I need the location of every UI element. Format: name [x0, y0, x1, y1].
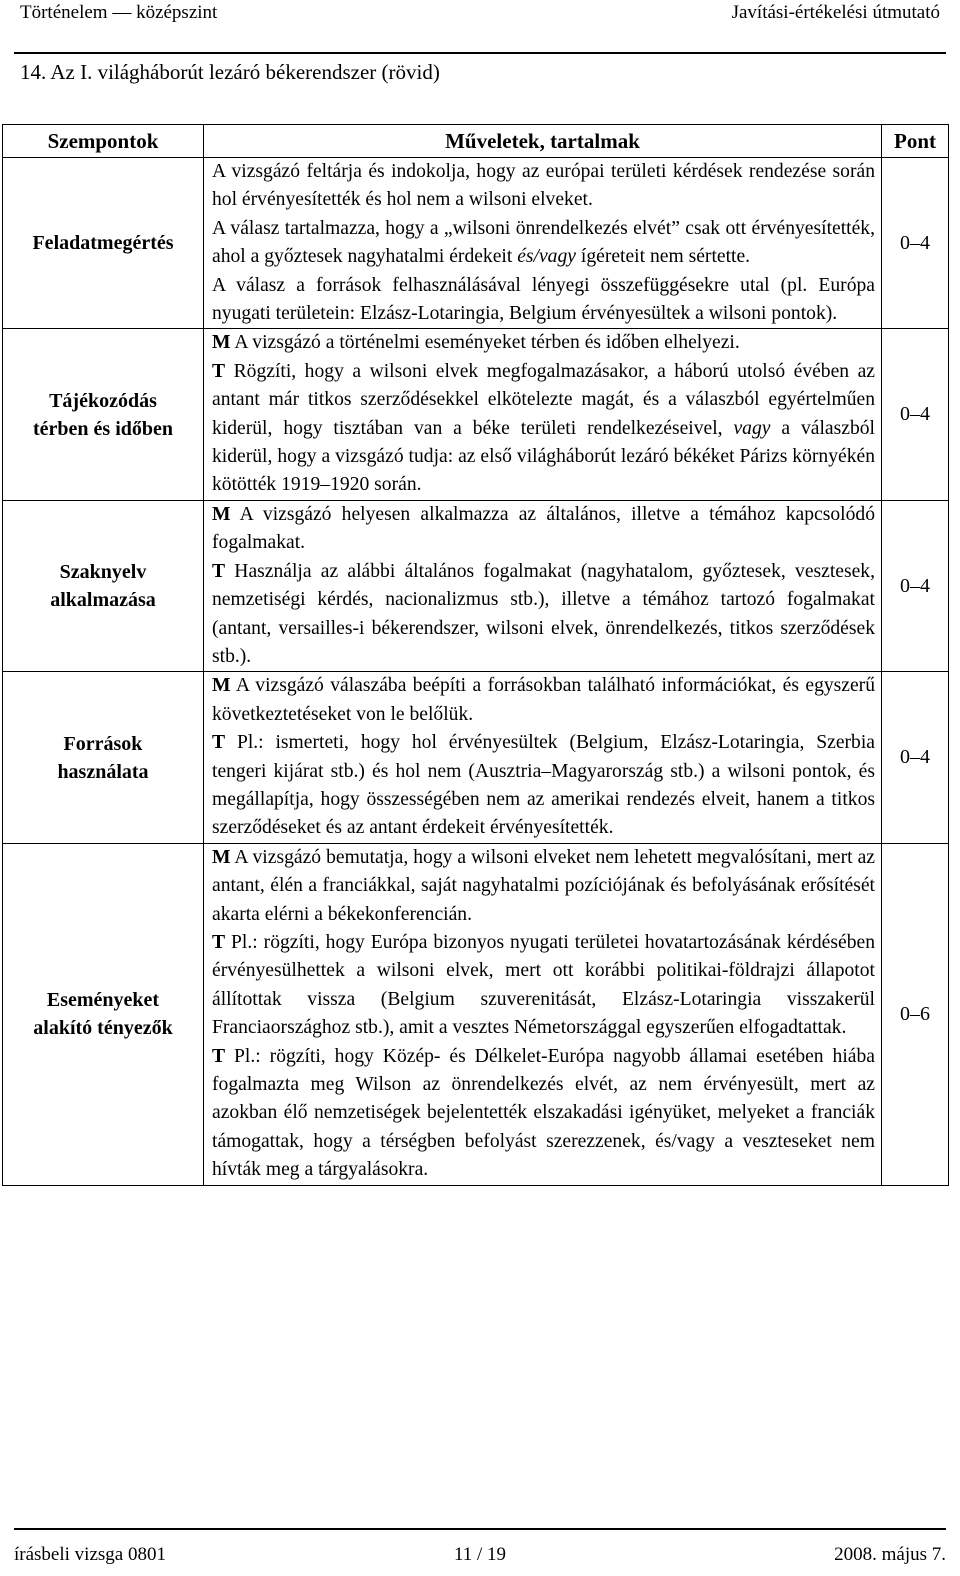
aspect-label-line: Források: [63, 732, 143, 755]
criterion-prefix: M: [212, 503, 231, 525]
header-divider: [14, 52, 946, 54]
criterion-paragraph: [212, 672, 875, 729]
criterion-prefix: T: [212, 360, 226, 382]
criterion-prefix: T: [212, 931, 226, 953]
points-cell: 0–4: [882, 672, 949, 843]
points-cell: 0–6: [882, 843, 949, 1185]
aspect-cell: [3, 500, 204, 671]
page-header: [20, 2, 940, 28]
operations-cell: [204, 672, 882, 843]
aspect-cell: [3, 843, 204, 1185]
criterion-paragraph: [212, 358, 875, 500]
criterion-italic: és/vagy: [517, 246, 576, 268]
criterion-paragraph: [212, 158, 875, 215]
criterion-paragraph: [212, 1043, 875, 1185]
footer-exam-code: írásbeli vizsga 0801: [14, 1544, 166, 1565]
criterion-prefix: M: [212, 675, 231, 697]
aspect-label-line: Tájékozódás: [49, 389, 157, 412]
aspect-label-line: térben és időben: [33, 417, 173, 440]
page-footer: [14, 1544, 946, 1570]
criterion-text: A válasz a források felhasználásával lényegi összefüggésekre utal (pl. Európa nyugati területein: Elzász-Lotaringia, Belgium érvényesültek a wilsoni pontok).: [212, 274, 875, 325]
points-cell: 0–4: [882, 500, 949, 671]
operations-cell: [204, 500, 882, 671]
operations-cell: [204, 843, 882, 1185]
criterion-text: Pl.: ismerteti, hogy hol érvényesültek (Belgium, Elzász-Lotaringia, Szerbia tengeri kijárat stb.) és hol nem (Ausztria–Magyarország stb.) a wilsoni pontok, és megállapítja, hogy összességében nem az amerikai rendezés elveit, hanem a titkos szerződéseket és az antant érdekeit érvényesítették.: [212, 732, 875, 839]
column-header-points: Pont: [882, 125, 949, 158]
aspect-cell: [3, 329, 204, 500]
aspect-label-line: alkalmazása: [50, 589, 156, 612]
header-subject: Történelem — középszint: [20, 2, 218, 23]
table-row: [3, 843, 949, 1185]
criterion-paragraph: [212, 329, 875, 357]
aspect-cell: [3, 672, 204, 843]
criterion-text: Rögzíti, hogy a wilsoni elvek megfogalmazásakor, a háború utolsó évében az antant már titkos szerződésekkel elkötelezte magát, és a válaszból egyértelműen kiderül, hogy tisztában van a béke területi rendelkezéseivel,: [212, 360, 875, 439]
criterion-text: A válasz tartalmazza, hogy a „wilsoni önrendelkezés elvét” csak ott érvényesítették, ahol a győztesek nagyhatalmi érdekeit: [212, 217, 875, 268]
criterion-paragraph: [212, 929, 875, 1043]
footer-date: 2008. május 7.: [834, 1544, 946, 1565]
criterion-paragraph: [212, 729, 875, 843]
footer-page-number: 11 / 19: [453, 1544, 507, 1565]
table-header-row: [3, 125, 949, 158]
criterion-text-continued: a válaszból kiderül, hogy a vizsgázó tudja: az első világháborút lezáró békéket Párizs környékén kötötték 1919–1920 során.: [212, 417, 875, 496]
table-row: [3, 329, 949, 500]
points-cell: 0–4: [882, 329, 949, 500]
criterion-prefix: T: [212, 1045, 226, 1067]
column-header-operations: Műveletek, tartalmak: [204, 125, 882, 158]
criterion-text: Pl.: rögzíti, hogy Közép- és Délkelet-Európa nagyobb államai esetében hiába fogalmazta meg Wilson az önrendelkezés elvét, az nem érvényesült, mert az azokban élő nemzetiségek bejelentették elszakadási igényüket, melyeket a franciák támogattak, hogy a térségben befolyást szerezzenek, és/vagy a veszteseket nem hívták meg a tárgyalásokra.: [212, 1045, 875, 1181]
table-row: [3, 500, 949, 671]
column-header-aspects: Szempontok: [3, 125, 204, 158]
header-doc-type: Javítási-értékelési útmutató: [731, 2, 940, 23]
footer-divider: [14, 1528, 946, 1530]
section-title: 14. Az I. világháborút lezáró békerendszer (rövid): [20, 60, 440, 84]
criterion-paragraph: [212, 558, 875, 672]
operations-cell: [204, 158, 882, 329]
criterion-text: A vizsgázó bemutatja, hogy a wilsoni elveket nem lehetett megvalósítani, mert az antant, élén a franciákkal, saját nagyhatalmi pozíciójának és befolyásának erősítését akarta elérni a békekonferencián.: [212, 846, 875, 925]
points-cell: 0–4: [882, 158, 949, 329]
criterion-paragraph: [212, 272, 875, 329]
criterion-text: A vizsgázó a történelmi eseményeket térben és időben elhelyezi.: [230, 332, 740, 354]
criterion-text: A vizsgázó helyesen alkalmazza az általános, illetve a témához kapcsolódó fogalmakat.: [212, 503, 875, 554]
criterion-paragraph: [212, 501, 875, 558]
aspect-label-line: Szaknyelv: [59, 561, 147, 584]
aspect-label-line: Eseményeket: [46, 989, 160, 1012]
table-row: [3, 672, 949, 843]
operations-cell: [204, 329, 882, 500]
criterion-italic: vagy: [733, 417, 771, 439]
criterion-text-continued: ígéreteit nem sértette.: [575, 246, 751, 268]
aspect-label-line: használata: [57, 760, 149, 783]
grading-table: [2, 124, 949, 1186]
criterion-prefix: M: [212, 332, 231, 354]
aspect-label-line: Feladatmegértés: [32, 232, 174, 255]
criterion-paragraph: [212, 844, 875, 929]
aspect-label-line: alakító tényezők: [33, 1017, 173, 1040]
criterion-text: A vizsgázó válaszába beépíti a forrásokban található információkat, és egyszerű következtetéseket von le belőlük.: [212, 675, 875, 725]
aspect-cell: [3, 158, 204, 329]
criterion-text: Pl.: rögzíti, hogy Európa bizonyos nyugati területei hovatartozásának kérdésében érvényesülhettek a wilsoni elvek, mert ott korábbi politikai-földrajzi állapotot állítottak vissza (Belgium szuverenitását, Elzász-Lotaringia visszakerül Franciaországhoz stb.), amit a vesztes Németországgal egyszerűen elfogadtattak.: [212, 931, 875, 1039]
criterion-text: Használja az alábbi általános fogalmakat (nagyhatalom, győztesek, vesztesek, nemzetiségi kérdés, nacionalizmus stb.), illetve a témához tartozó fogalmakat (antant, versailles-i békerendszer, wilsoni elvek, önrendelkezés, titkos szerződések stb.).: [212, 560, 875, 667]
criterion-prefix: T: [212, 732, 226, 754]
criterion-prefix: T: [212, 560, 226, 582]
criterion-paragraph: [212, 215, 875, 272]
criterion-text: A vizsgázó feltárja és indokolja, hogy az európai területi kérdések rendezése során hol érvényesítették és hol nem a wilsoni elveket.: [212, 161, 875, 211]
criterion-prefix: M: [212, 846, 231, 868]
table-row: [3, 158, 949, 329]
